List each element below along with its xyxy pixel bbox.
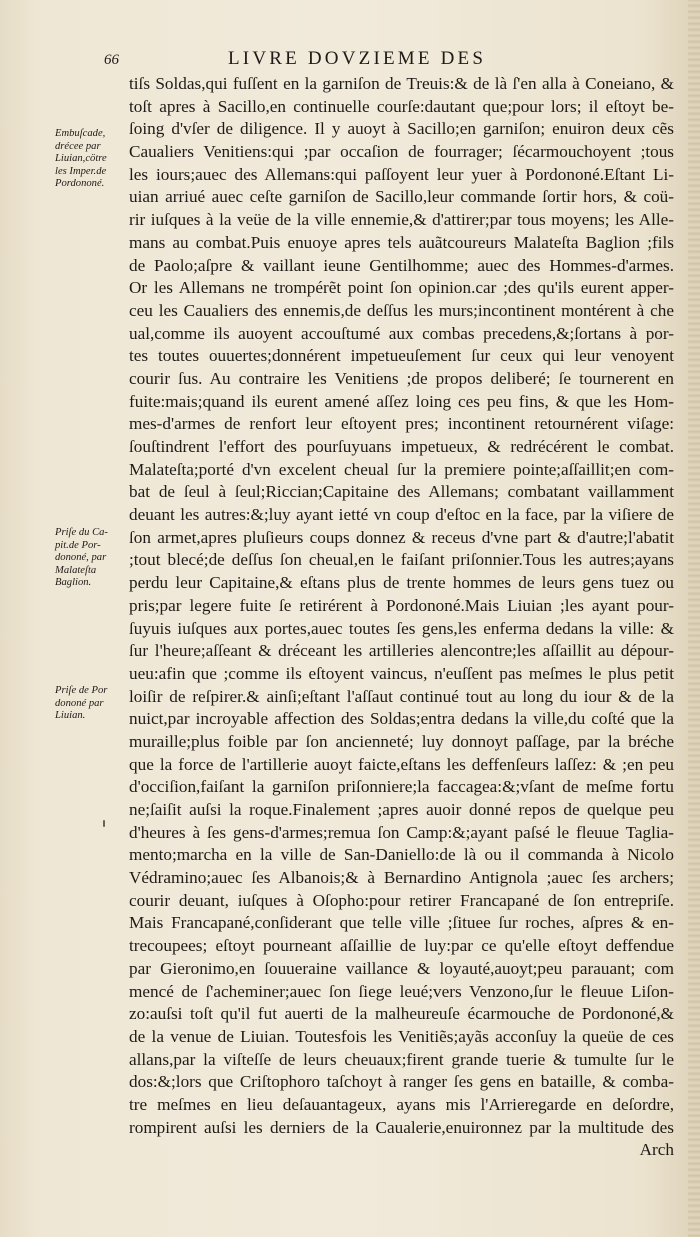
ink-fleck: [103, 820, 105, 827]
margin-note-line: dononé, par: [55, 552, 107, 563]
text-line: ſoing d'vſer de diligence. Il y auoyt à Sacillo;en garniſon; enuiron deux cẽs: [129, 119, 674, 139]
text-line: Malateſta;porté d'vn excelent cheual ſur la premiere pointe;aſſaillit;en com-: [129, 459, 674, 479]
text-line: Mais Francapané,conſiderant que telle ville ;ſituee ſur roches, aſpres & en-: [129, 913, 674, 933]
page-edge: [688, 0, 700, 1237]
text-line: toſt apres à Sacillo,en continuelle courſe:dautant que;pour lors; il eſtoyt be-: [129, 96, 674, 116]
text-line: ceu les Caualiers des ennemis,de deſſus les murs;incontinent montérent à che: [129, 300, 674, 320]
text-line: de la venue de Liuian. Toutesfois les Venitiẽs;ayãs acconſuy la queüe de ces: [129, 1026, 674, 1046]
margin-note-line: Pordononé.: [55, 178, 105, 189]
text-line: mencé de ſ'acheminer;auec ſon ſiege leué;vers Venzono,ſur le fleuue Liſon-: [129, 981, 674, 1001]
text-line: Caualiers Venitiens:qui ;par occaſion de fourrager; ſécarmouchoyent ;tous: [129, 142, 674, 162]
text-line: deuant les autres:&;luy ayant ietté vn coup d'eſtoc en la face, par la viſiere de: [129, 505, 674, 525]
text-line: dos:&;lors que Criſtophoro taſchoyt à ranger ſes gens en bataille, & comba-: [129, 1072, 674, 1092]
text-line: ſouſtindrent l'effort des pourſuyuans impetueux, & redrécérent le combat.: [129, 437, 674, 456]
margin-note-prise-pordonone: [55, 685, 129, 723]
text-line: bat de ſeul à ſeul;Riccian;Capitaine des Allemans; combatant vaillamment: [129, 482, 674, 502]
margin-note-line: pit.de Por-: [55, 539, 101, 551]
text-line: de Paolo;aſpre & vaillant ieune Gentilhomme; auec des Hommes-d'armes.: [129, 255, 674, 275]
margin-note-line: dononé par: [55, 697, 104, 709]
text-line: zo:auſsi toſt qu'il fut auerti de la malheureuſe écarmouche de Pordononé,&: [129, 1004, 674, 1024]
text-line: d'occiſion,faiſant la garniſon priſonniere;la faccagea:&;vſant de meſme fortu: [129, 777, 674, 797]
text-line: courir deuant, iuſques à Oſopho:pour retirer Francapané de ſon entrepriſe.: [129, 890, 674, 910]
text-line: nuict,par incroyable affection des Soldas;entra dedans la ville,du coſté que la: [129, 709, 674, 729]
text-line: fuite:mais;quand ils eurent amené aſſez loing ces peu fins, & que les Hom-: [129, 391, 674, 411]
text-line: Or les Allemans ne trompérẽt point ſon opinion.car ;des qu'ils eurent apper-: [129, 278, 674, 298]
text-line: d'heures à ſes gens-d'armes;remua ſon Camp:&;ayant paſsé le fleuue Taglia-: [129, 822, 674, 842]
text-line: mes-d'armes de renfort leur eſtoyent pres; incontinent retournérent viſage:: [129, 414, 674, 434]
margin-note-line: les Imper.de: [55, 165, 107, 177]
margin-note-line: Priſe du Ca-: [55, 527, 108, 538]
text-line: rir iuſques à la veüe de la ville ennemie,& d'attirer;par tous moyens; les Alle-: [129, 210, 674, 230]
margin-note-line: Liuian,cötre: [55, 153, 107, 164]
margin-note-line: Liuian.: [55, 710, 86, 721]
text-line: mans au combat.Puis enuoye apres tels auãtcoureurs Malateſta Baglion ;fils: [129, 232, 674, 252]
margin-note-embuscade: [55, 128, 129, 191]
text-line: ne;ſaiſit auſsi la roque.Finalement ;apres auoir donné repos de quelque peu: [129, 800, 674, 819]
text-line: par Gieronimo,en ſouueraine vaillance & loyauté,auoyt;peu parauant; com: [129, 958, 674, 978]
text-line: tre meſmes en lieu deſauantageux, ayans mis l'Arrieregarde en deſordre,: [129, 1094, 674, 1114]
margin-note-line: Baglion.: [55, 577, 92, 588]
text-line: trecoupees; eſtoyt pourneant aſſaillie de luy:par ce qu'elle eſtoyt deffendue: [129, 936, 674, 956]
text-line: ual,comme ils auoyent accouſtumé aux combas precedens,&;ſortans à por-: [129, 323, 674, 343]
running-title: LIVRE DOVZIEME DES: [228, 48, 487, 69]
text-line: courir ſus. Au contraire les Venitiens ;de propos deliberé; ſe tournerent en: [129, 368, 674, 388]
body-text: [129, 73, 674, 1162]
text-line: tes toutes ouuertes;donnérent impetueuſement ſur ceux qui leur venoyent: [129, 346, 674, 366]
text-line: perdu leur Capitaine,& eſtans plus de trente hommes de leurs gens tuez ou: [129, 573, 674, 593]
text-line: uian arriué auec ceſte garniſon de Sacillo,leur commande ſortir hors, & coü-: [129, 187, 674, 207]
text-line: ſon armet,apres pluſieurs coups donnez & receus d'vne part & d'autre;l'abatit: [129, 527, 674, 547]
text-line: loiſir de reſpirer.& ainſi;eſtant l'aſſaut continué tout au long du iour & de la: [129, 686, 674, 706]
text-line: ſuyuis iuſques aux portes,auec toutes ſes gens,les enferma dedans la ville: &: [129, 618, 674, 638]
catchword: Arch: [639, 1140, 674, 1160]
margin-note-line: Priſe de Por: [55, 685, 108, 696]
text-line: mento;marcha en la ville de San-Daniello:de là ou il commanda à Nicolo: [129, 845, 674, 865]
margin-note-line: Malateſta: [55, 564, 97, 576]
margin-note-line: Embuſcade,: [55, 128, 106, 139]
text-line: les iours;auec des Allemans:qui paſſoyent leur yuer à Pordononé.Eſtant Li-: [129, 164, 674, 184]
text-line: ſur l'heure;aſſeant & dréceant les artilleries alencontre;les aſſaillit au dépour-: [129, 641, 674, 661]
text-line: ;tout blecé;de deſſus ſon cheual,en le faiſant priſonnier.Tous les autres;ayans: [129, 550, 674, 570]
text-line: pris;par legere fuite ſe retirérent à Pordononé.Mais Liuian ;les ayant pour-: [129, 595, 674, 615]
text-line: tiſs Soldas,qui fuſſent en la garniſon de Treuis:& de là ſ'en alla à Coneiano, &: [129, 74, 674, 93]
text-line: ueu:afin que ;comme ils eſtoyent vaincus, n'euſſent pas meſmes le plus petit: [129, 663, 674, 683]
text-line: que la force de l'artillerie auoyt faicte,eſtans les deffenſeurs laſſez: & ;en peu: [129, 754, 674, 774]
margin-note-line: drécee par: [55, 140, 101, 152]
text-line: rompirent auſsi les derniers de la Caualerie,enuironnez par la multitude des: [129, 1117, 674, 1137]
margin-note-prise-capitaine: [55, 527, 129, 590]
text-line: muraille;plus foible par ſon ancienneté; luy donnoyt paſſage, par la bréche: [129, 731, 674, 751]
text-line: Védramino;auec ſes Albanois;& à Bernardino Antignola ;auec ſes archers;: [129, 868, 674, 888]
page-number: 66: [104, 52, 119, 68]
text-line: allans,par la viſteſſe de leurs cheuaux;firent grande tuerie & tumulte ſur le: [129, 1049, 674, 1069]
